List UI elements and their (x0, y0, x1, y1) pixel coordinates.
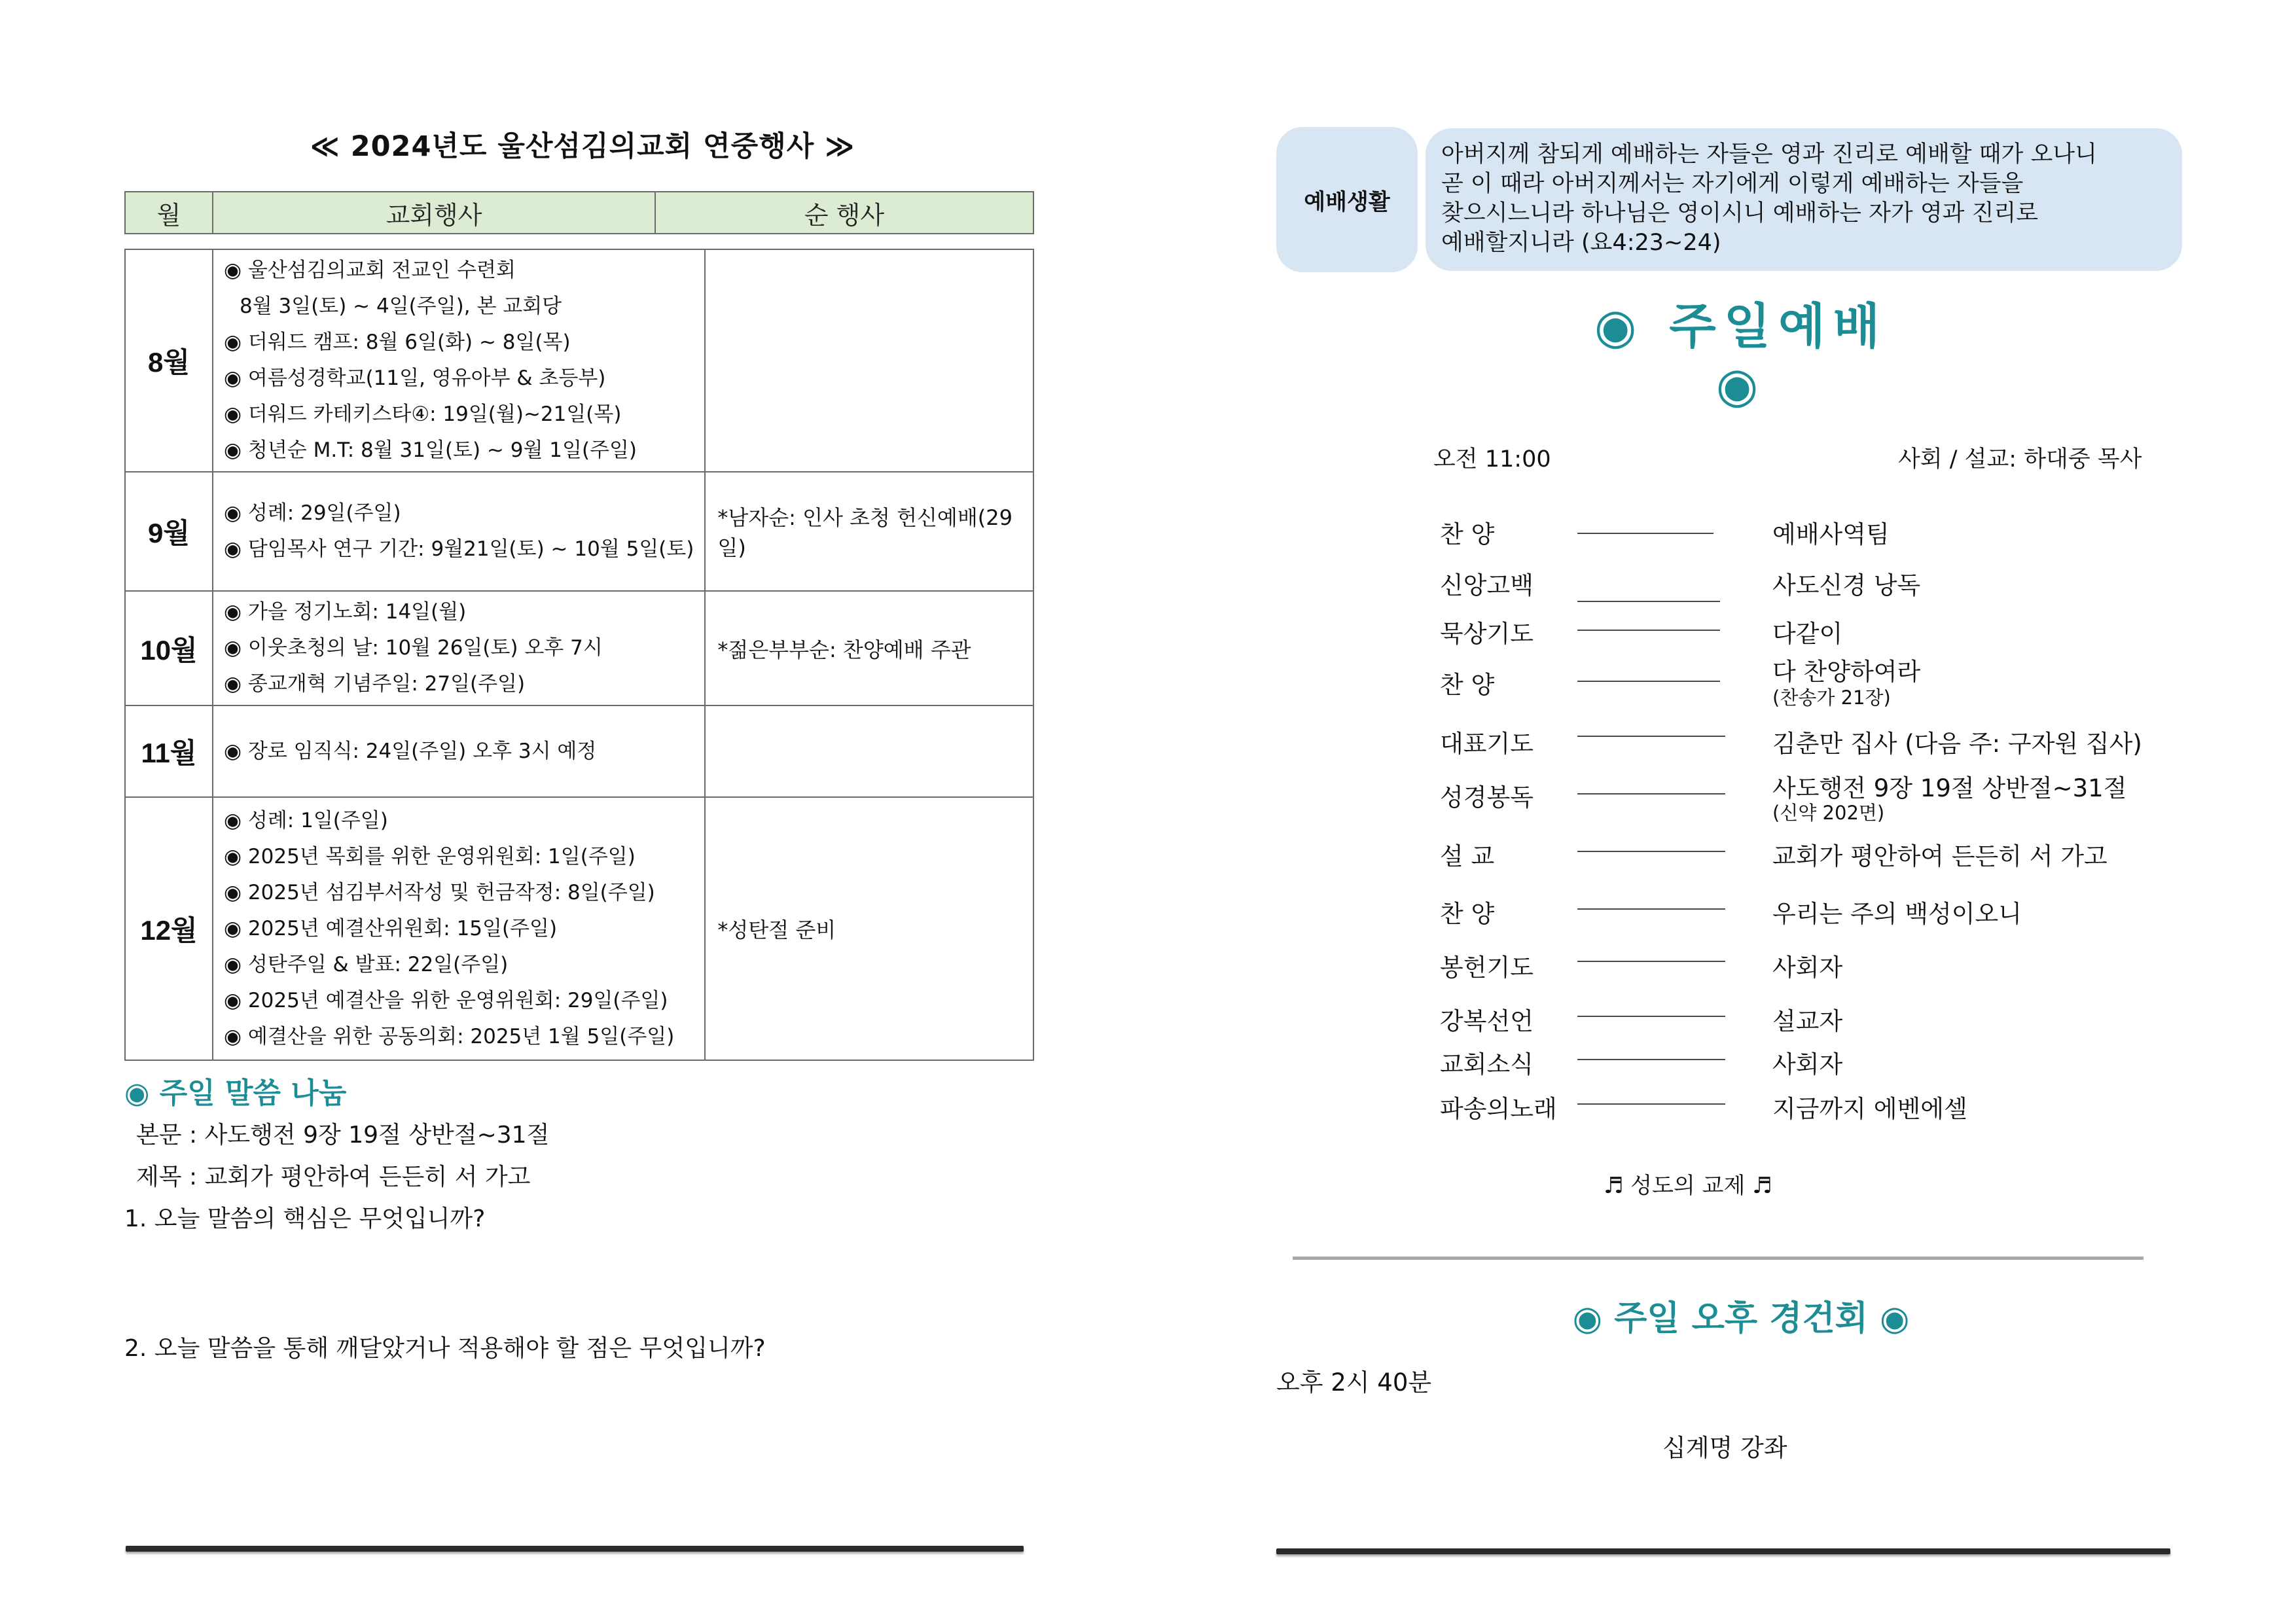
sermon-title-line: 제목 : 교회가 평안하여 든든히 서 가고 (136, 1164, 531, 1190)
order-value: 김춘만 집사 (다음 주: 구자원 집사) (1772, 730, 2142, 758)
fellowship-line: ♬ 성도의 교제 ♬ (1604, 1173, 1772, 1199)
verse-line: 아버지께 참되게 예배하는 자들은 영과 진리로 예배할 때가 오나니 (1441, 141, 2097, 168)
order-label: 성경봉독 (1440, 783, 1534, 812)
order-value: 다 찬양하여라 (1772, 658, 1921, 686)
event-item: ◉ 울산섬김의교회 전교인 수련회 (224, 259, 516, 282)
order-subnote: (신약 202면) (1772, 802, 1885, 824)
order-leader-line (1577, 630, 1720, 631)
service-time: 오전 11:00 (1433, 446, 1551, 473)
order-leader-line (1577, 1059, 1725, 1060)
events-table-header (124, 191, 1034, 234)
event-item: ◉ 성례: 29일(주일) (224, 501, 401, 525)
church-events-cell (213, 797, 705, 1060)
question-2: 2. 오늘 말씀을 통해 깨달았거나 적용해야 할 점은 무엇입니까? (124, 1335, 766, 1362)
event-item: ◉ 2025년 예결산위원회: 15일(주일) (224, 916, 558, 940)
order-label: 찬 양 (1440, 900, 1495, 928)
order-leader-line (1577, 601, 1720, 602)
order-leader-line (1577, 533, 1713, 534)
table-row (125, 472, 1033, 591)
order-value: 설교자 (1772, 1007, 1843, 1035)
table-row (125, 705, 1033, 797)
order-leader-line (1577, 681, 1720, 682)
order-label: 교회소식 (1440, 1050, 1534, 1079)
month-cell: 11월 (125, 705, 213, 797)
group-events-cell (705, 249, 1033, 472)
sermon-sharing-heading: ◉ 주일 말씀 나눔 (124, 1077, 347, 1110)
order-leader-line (1577, 793, 1725, 794)
event-item: ◉ 청년순 M.T: 8월 31일(토) ~ 9월 1일(주일) (224, 438, 637, 462)
month-cell: 8월 (125, 249, 213, 472)
church-events-cell (213, 705, 705, 797)
order-label: 강복선언 (1440, 1007, 1534, 1035)
order-subnote: (찬송가 21장) (1772, 687, 1891, 709)
event-item: ◉ 2025년 목회를 위한 운영위원회: 1일(주일) (224, 844, 636, 868)
table-row (125, 797, 1033, 1060)
order-value: 사회자 (1772, 954, 1843, 982)
order-label: 신앙고백 (1440, 571, 1534, 599)
table-row (125, 249, 1033, 472)
afternoon-service-title: ◉ 주일 오후 경건회 ◉ (1572, 1299, 1910, 1338)
event-item: ◉ 2025년 예결산을 위한 운영위원회: 29일(주일) (224, 988, 668, 1012)
order-label: 파송의노래 (1440, 1095, 1557, 1123)
order-value: 교회가 평안하여 든든히 서 가고 (1772, 842, 2108, 870)
group-events-cell: *젊은부부순: 찬양예배 주관 (705, 591, 1033, 705)
event-item: 8월 3일(토) ~ 4일(주일), 본 교회당 (240, 294, 562, 318)
order-label: 봉헌기도 (1440, 954, 1534, 982)
order-value: 지금까지 에벤에셀 (1772, 1095, 1967, 1123)
bottom-rule-right (1276, 1548, 2170, 1554)
order-leader-line (1577, 851, 1725, 852)
sermon-text-line: 본문 : 사도행전 9장 19절 상반절~31절 (136, 1122, 550, 1149)
order-value: 우리는 주의 백성이오니 (1772, 900, 2022, 928)
events-table (124, 249, 1034, 1061)
question-1: 1. 오늘 말씀의 핵심은 무엇입니까? (124, 1205, 486, 1232)
event-item: ◉ 가을 정기노회: 14일(월) (224, 600, 467, 624)
section-divider (1293, 1257, 2144, 1260)
order-value: 사회자 (1772, 1050, 1843, 1079)
sunday-worship-title: ◉ 주일예배 ◉ (1594, 298, 1888, 414)
verse-line: 예배할지니라 (요4:23~24) (1441, 230, 1721, 256)
header-group-events: 순 행사 (655, 192, 1033, 234)
event-item: ◉ 더워드 카테키스타④: 19일(월)~21일(목) (224, 402, 622, 426)
event-item: ◉ 종교개혁 기념주일: 27일(주일) (224, 672, 526, 696)
order-label: 찬 양 (1440, 671, 1495, 699)
order-label: 찬 양 (1440, 520, 1495, 548)
order-leader-line (1577, 1016, 1725, 1017)
order-leader-line (1577, 908, 1725, 910)
order-value: 예배사역팀 (1772, 520, 1890, 548)
month-cell: 9월 (125, 472, 213, 591)
order-value: 사도행전 9장 19절 상반절~31절 (1772, 774, 2127, 802)
order-leader-line (1577, 961, 1725, 962)
event-item: ◉ 더워드 캠프: 8월 6일(화) ~ 8일(목) (224, 330, 571, 354)
order-label: 설 교 (1440, 842, 1495, 870)
group-events-cell (705, 705, 1033, 797)
event-item: ◉ 담임목사 연구 기간: 9월21일(토) ~ 10월 5일(토) (224, 537, 694, 561)
event-item: ◉ 2025년 섬김부서작성 및 헌금작정: 8일(주일) (224, 880, 655, 904)
order-value: 사도신경 낭독 (1772, 571, 1921, 599)
afternoon-time: 오후 2시 40분 (1276, 1368, 1432, 1397)
event-item: ◉ 성탄주일 & 발표: 22일(주일) (224, 952, 509, 976)
event-item: ◉ 예결산을 위한 공동의회: 2025년 1월 5일(주일) (224, 1024, 675, 1048)
order-leader-line (1577, 736, 1725, 737)
bottom-rule-left (126, 1546, 1024, 1552)
order-leader-line (1577, 1103, 1725, 1105)
afternoon-topic: 십계명 강좌 (1662, 1434, 1787, 1462)
order-label: 묵상기도 (1440, 620, 1534, 648)
event-item: ◉ 여름성경학교(11일, 영유아부 & 초등부) (224, 366, 606, 390)
group-events-cell: *남자순: 인사 초청 헌신예배(29일) (705, 472, 1033, 591)
church-events-cell (213, 591, 705, 705)
church-events-cell (213, 472, 705, 591)
header-church-events: 교회행사 (213, 192, 655, 234)
verse-line: 곧 이 때라 아버지께서는 자기에게 이렇게 예배하는 자들을 (1441, 171, 2024, 197)
church-events-cell (213, 249, 705, 472)
worship-life-label: 예배생활 (1276, 127, 1418, 272)
order-value: 다같이 (1772, 620, 1843, 648)
event-item: ◉ 장로 임직식: 24일(주일) 오후 3시 예정 (224, 739, 597, 763)
order-label: 대표기도 (1440, 730, 1534, 758)
annual-events-title: ≪ 2024년도 울산섬김의교회 연중행사 ≫ (310, 130, 855, 163)
header-month: 월 (156, 200, 181, 230)
verse-line: 찾으시느니라 하나님은 영이시니 예배하는 자가 영과 진리로 (1441, 200, 2039, 226)
service-leader: 사회 / 설교: 하대중 목사 (1898, 446, 2142, 473)
event-item: ◉ 성례: 1일(주일) (224, 808, 388, 832)
table-row (125, 591, 1033, 705)
event-item: ◉ 이웃초청의 날: 10월 26일(토) 오후 7시 (224, 636, 603, 660)
group-events-cell: *성탄절 준비 (705, 797, 1033, 1060)
worship-life-verse (1426, 128, 2182, 271)
month-cell: 12월 (125, 797, 213, 1060)
month-cell: 10월 (125, 591, 213, 705)
